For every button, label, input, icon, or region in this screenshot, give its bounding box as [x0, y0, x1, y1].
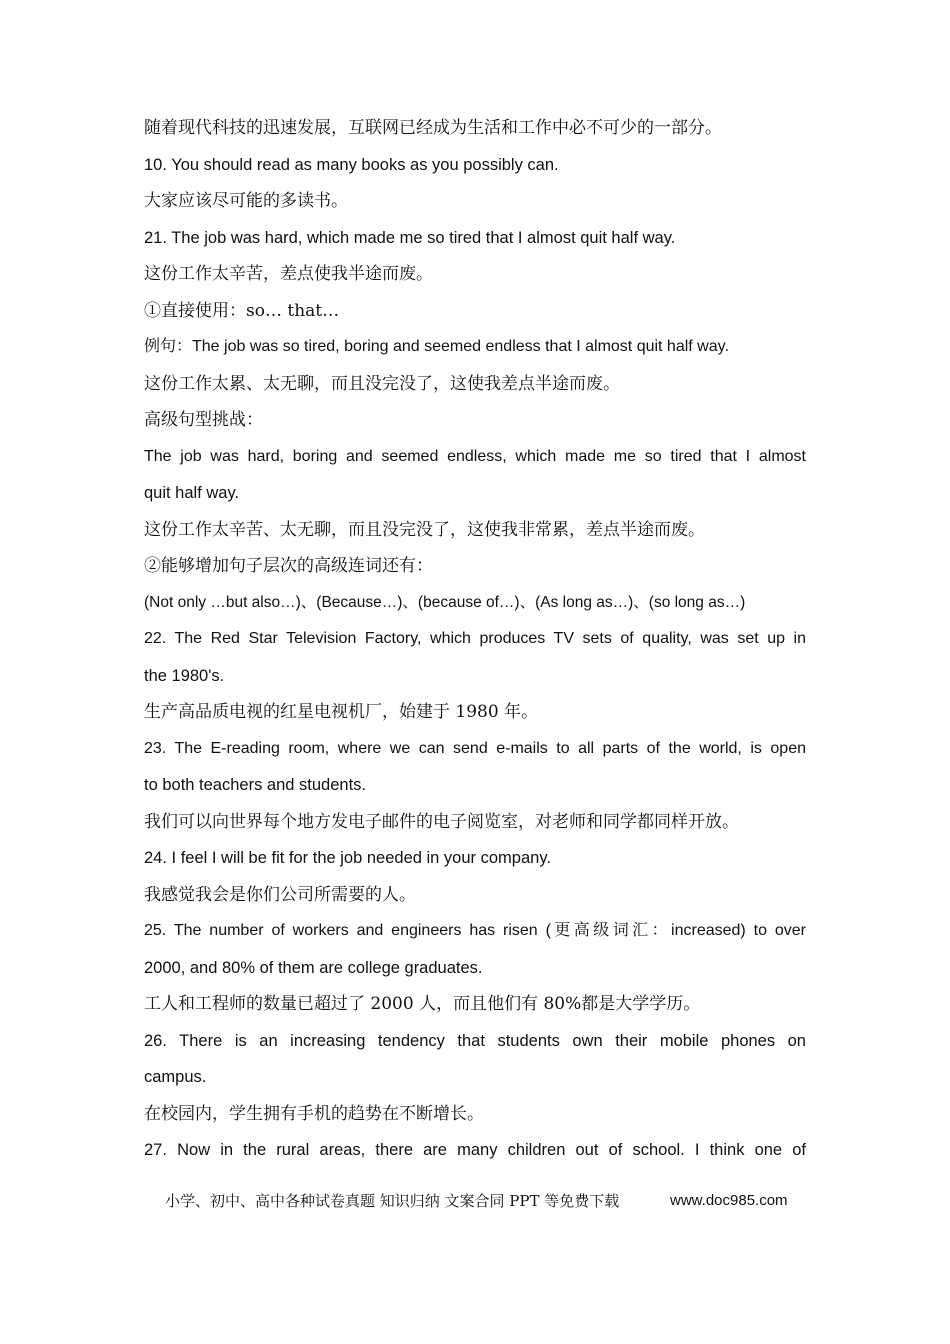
text-line: 生产高品质电视的红星电视机厂，始建于 1980 年。	[144, 702, 539, 722]
text-line: 这份工作太累、太无聊，而且没完没了，这使我差点半途而废。	[144, 373, 620, 394]
text-line: 27. Now in the rural areas, there are many children out of school. I think one of	[144, 1141, 806, 1159]
text-line: 工人和工程师的数量已超过了 2000 人，而且他们有 80%都是大学学历。	[144, 994, 701, 1014]
page-footer	[165, 1190, 805, 1212]
text-line: campus.	[144, 1068, 207, 1086]
text-line: 2000, and 80% of them are college graduates.	[144, 958, 483, 977]
text-line: 22. The Red Star Television Factory, which produces TV sets of quality, was set up in	[144, 630, 806, 647]
footer-site-link[interactable]: www.doc985.com	[670, 1192, 788, 1209]
text-line: 高级句型挑战：	[144, 410, 263, 430]
document-body	[144, 110, 806, 1169]
text-line: 这份工作太辛苦，差点使我半途而废。	[144, 264, 433, 284]
text-line: 25. The number of workers and engineers has risen (更高级词汇：increased) to over	[144, 922, 806, 939]
text-line: 26. There is an increasing tendency that students own their mobile phones on	[144, 1031, 806, 1050]
text-line: to both teachers and students.	[144, 776, 366, 794]
text-line: (Not only …but also…)、(Because…)、(because of…)、(As long as…)、(so long as…)	[144, 593, 746, 611]
text-line: The job was hard, boring and seemed endless, which made me so tired that I almost	[144, 447, 806, 465]
text-line: 10. You should read as many books as you possibly can.	[144, 155, 559, 174]
text-line: 我们可以向世界每个地方发电子邮件的电子阅览室，对老师和同学都同样开放。	[144, 811, 739, 832]
text-line: 大家应该尽可能的多读书。	[144, 191, 348, 211]
text-line: 例句：The job was so tired, boring and seemed endless that I almost quit half way.	[144, 338, 729, 355]
text-line: 24. I feel I will be fit for the job needed in your company.	[144, 849, 551, 867]
footer-text: 小学、初中、高中各种试卷真题 知识归纳 文案合同 PPT 等免费下载	[165, 1192, 620, 1210]
text-line: quit half way.	[144, 484, 240, 502]
text-line: ①直接使用：so… that…	[144, 300, 340, 321]
text-line: ②能够增加句子层次的高级连词还有：	[144, 556, 433, 576]
text-line: 21. The job was hard, which made me so tired that I almost quit half way.	[144, 228, 676, 247]
text-line: the 1980's.	[144, 666, 225, 685]
text-line: 随着现代科技的迅速发展，互联网已经成为生活和工作中必不可少的一部分。	[144, 118, 722, 138]
text-line: 在校园内，学生拥有手机的趋势在不断增长。	[144, 1103, 484, 1124]
text-line: 23. The E-reading room, where we can send e-mails to all parts of the world, is open	[144, 739, 806, 757]
text-line: 我感觉我会是你们公司所需要的人。	[144, 884, 416, 905]
text-line: 这份工作太辛苦、太无聊，而且没完没了，这使我非常累，差点半途而废。	[144, 519, 705, 540]
